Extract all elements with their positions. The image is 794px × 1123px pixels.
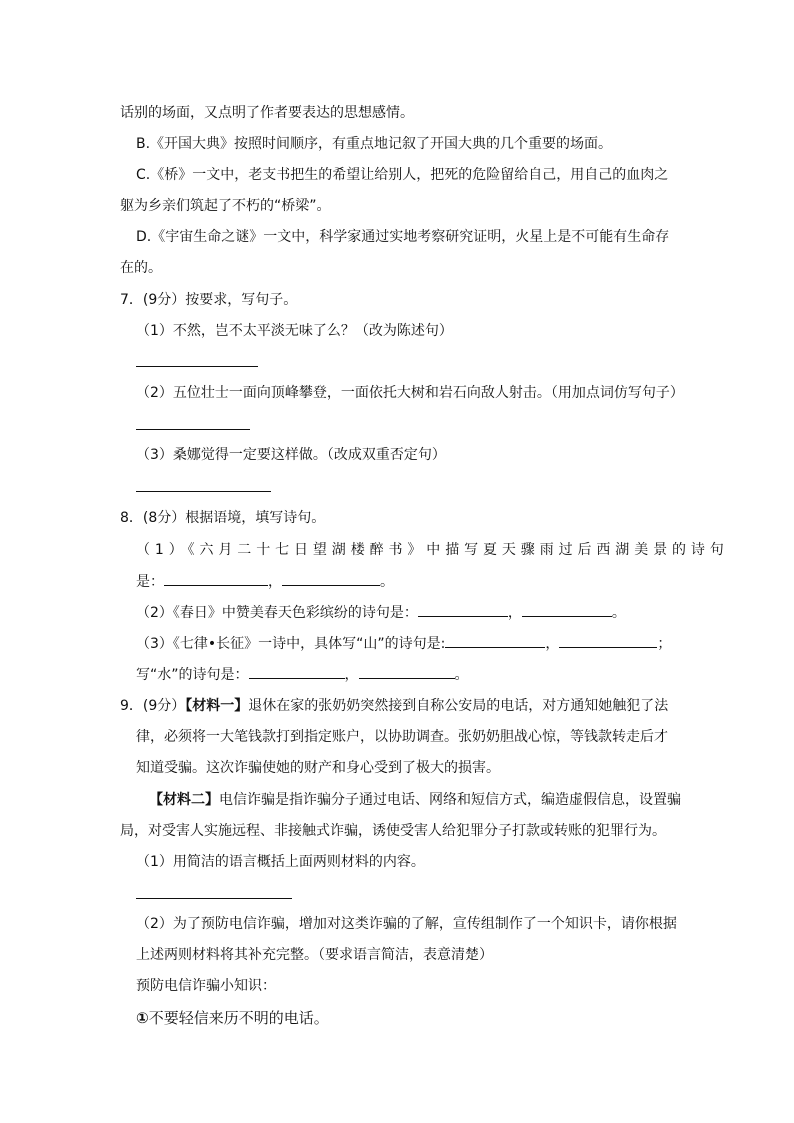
q8-sub1-prefix: 是： [136,574,164,590]
q8-sub1-period: 。 [380,574,394,590]
q9-material1-line1 [120,696,668,716]
q8-sub2-text: （2）《春日》中赞美春天色彩缤纷的诗句是： [136,605,418,621]
q8-sub1-line1: （1）《六月二十七日望湖楼醉书》中描写夏天骤雨过后西湖美景的诗句 [136,542,729,558]
q8-sub3-semicolon: ； [657,636,672,652]
q8-sub3b-blank2[interactable] [359,664,455,679]
q8-sub3-text: （3）《七律•长征》一诗中，具体写“山”的诗句是: [136,636,446,652]
q9-card-item1-text: 不要轻信来历不明的电话。 [148,1009,329,1027]
q8-sub1-line2 [136,571,394,592]
q8-sub3b-text: 写“水”的诗句是： [136,667,249,683]
q8-sub2-blank1[interactable] [418,602,508,617]
q9-sub1: （1）用简洁的语言概括上面两则材料的内容。 [136,854,425,870]
q7-sub1-answer-line[interactable] [136,366,258,367]
q8-sub3-line2 [136,664,469,685]
q9-sub2-line2: 上述两则材料将其补充完整。（要求语言简洁，表意清楚） [136,947,493,963]
q8-sub2-blank2[interactable] [522,602,612,617]
q9-material1-text1: 退休在家的张奶奶突然接到自称公安局的电话，对方通知她触犯了法 [248,698,669,714]
q8-sub2-comma: ， [507,605,522,621]
q9-material2-text1: 电信诈骗是指诈骗分子通过电话、网络和短信方式，编造虚假信息，设置骗 [219,792,681,808]
q8-sub1-comma: ， [268,574,282,590]
q8-sub2 [136,602,626,623]
q8-sub3b-comma: ， [344,667,359,683]
q6-option-d-line1: D.《宇宙生命之谜》一文中，科学家通过实地考察研究证明，火星上是不可能有生命存 [136,229,670,245]
q8-heading: 8．(8分）根据语境，填写诗句。 [120,510,326,526]
q9-material1-line3: 知道受骗。这次诈骗使她的财产和身心受到了极大的损害。 [136,760,500,776]
q7-sub1: （1）不然，岂不太平淡无味了么？（改为陈述句） [136,323,453,339]
q7-sub3: （3）桑娜觉得一定要这样做。（改成双重否定句） [136,447,446,463]
q7-sub2: （2）五位壮士一面向顶峰攀登，一面依托大树和岩石向敌人射击。（用加点词仿写句子） [136,385,684,401]
q8-sub3b-period: 。 [454,667,469,683]
q8-sub1-blank2[interactable] [282,571,380,586]
q6-option-d-line2: 在的。 [120,260,162,276]
q8-sub3-blank2[interactable] [559,633,657,648]
q9-card-item1 [136,1008,329,1028]
q6-option-c-line1: C.《桥》一文中，老支书把生的希望让给别人，把死的危险留给自己，用自己的血肉之 [136,167,669,183]
q6-option-a-continuation: 话别的场面，又点明了作者要表达的思想感情。 [120,105,414,121]
q9-material1-label: 【材料一】 [185,698,249,714]
q9-heading: 9．(9分） [120,698,186,714]
q9-material1-line2: 律，必须将一大笔钱款打到指定账户，以协助调查。张奶奶胆战心惊，等钱款转走后才 [136,729,668,745]
q9-card-title: 预防电信诈骗小知识： [136,978,276,994]
q9-material2-line1 [149,790,681,810]
q6-option-b: B.《开国大典》按照时间顺序，有重点地记叙了开国大典的几个重要的场面。 [136,136,613,152]
q8-sub2-period: 。 [611,605,626,621]
q9-sub1-answer-line[interactable] [136,898,292,899]
q8-sub3-comma: ， [545,636,560,652]
q8-sub3b-blank1[interactable] [249,664,345,679]
q9-sub2-line1: （2）为了预防电信诈骗，增加对这类诈骗的了解，宣传组制作了一个知识卡，请你根据 [136,916,677,932]
q7-sub2-answer-line[interactable] [136,429,250,430]
q7-sub3-answer-line[interactable] [136,491,271,492]
q7-heading: 7．(9分）按要求，写句子。 [120,292,298,308]
q8-sub3-line1 [136,633,671,654]
q9-card-item1-number: ① [136,1009,149,1027]
q9-material2-label: 【材料二】 [149,792,219,808]
q8-sub3-blank1[interactable] [445,633,545,648]
q9-material2-line2: 局，对受害人实施远程、非接触式诈骗，诱使受害人给犯罪分子打款或转账的犯罪行为。 [120,823,666,839]
q6-option-c-line2: 躯为乡亲们筑起了不朽的“桥梁”。 [120,198,331,214]
q8-sub1-blank1[interactable] [164,571,268,586]
